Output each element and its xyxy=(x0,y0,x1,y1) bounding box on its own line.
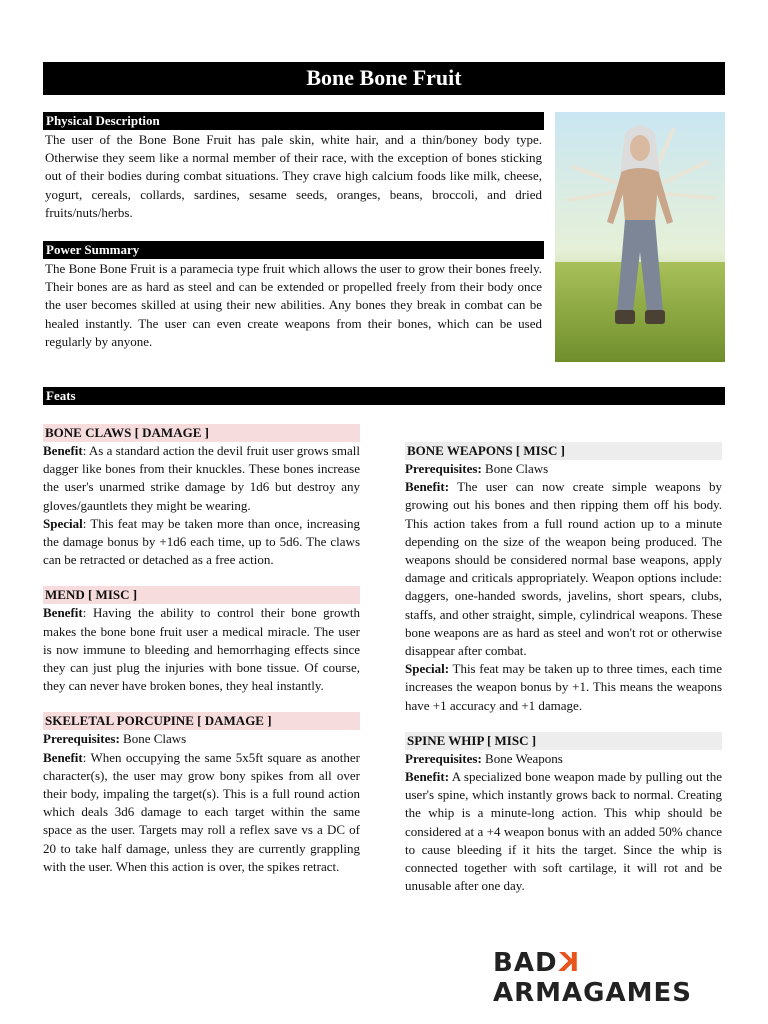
feat-line-separator: : xyxy=(82,443,89,458)
feat-line xyxy=(405,750,722,768)
feat-line xyxy=(43,730,360,748)
feat-line xyxy=(405,478,722,660)
feat-line-text: Bone Claws xyxy=(485,461,549,476)
feat-line xyxy=(405,768,722,895)
feat-line-text: A specialized bone weapon made by pulling out the user's spine, which instantly grows back to normal. Creating the whip is a minute-long action. This whip should be considered at a +4 weapon bonus with an added 50% chance to cause bleeding if it hits the target. Since the whip is connected together with soft cartilage, it will rot and be unusable after one day. xyxy=(405,769,722,894)
feat-line-text: Bone Weapons xyxy=(485,750,563,766)
logo-part-games: GAMES xyxy=(583,978,692,1008)
feat-block xyxy=(405,732,722,896)
feat-line xyxy=(405,660,722,715)
feat-line-label: Benefit xyxy=(43,605,83,621)
feat-line-text: When occupying the same 5x5ft square as another character(s), the user may grow bony spikes from all over their body, impaling the target(s). This is a full round action which deals 3d6 damage to each target within the same space as the user. Targets may roll a reflex save vs a DC of 20 to take half damage, unless they are currently grappling with the user. When this action is over, the spikes retract. xyxy=(43,749,360,874)
feat-block xyxy=(43,712,360,876)
feat-line-text: The user can now create simple weapons by growing out his bones and then ripping them off his body. This action takes from a full round action up to a minute depending on the size of the weapon being produced. The weapons should be considered normal base weapons, apply damage and criticals appropriately. Weapon options include: daggers, one-handed swords, javelins, short spears, clubs, staffs, and other straight, simple, cylindrical weapons. These bone weapons are as hard as steel and won't rot or otherwise disappear after combat. xyxy=(405,479,722,659)
feat-title: SPINE WHIP [ MISC ] xyxy=(405,732,722,750)
feat-title: BONE CLAWS [ DAMAGE ] xyxy=(43,424,360,442)
feat-line xyxy=(43,749,360,876)
feat-title: BONE WEAPONS [ MISC ] xyxy=(405,442,722,460)
feat-line-separator: : xyxy=(82,515,91,531)
character-illustration xyxy=(555,112,725,362)
feat-line-text: Having the ability to control their bone growth makes the bone bone fruit user a medical miracle. The user is now immune to bleeding and hemorrhaging effects since they can just plug the injuries with bone tissue. Of course, they can never have broken bones, they heal instantly. xyxy=(43,605,360,694)
feat-block xyxy=(43,586,360,695)
feat-line xyxy=(405,460,722,478)
feat-line-text: Bone Claws xyxy=(123,731,187,747)
feat-line-text: This feat may be taken more than once, increasing the damage bonus by +1d6 each time, up to 5d6. The claws can be retracted or detached as a free action. xyxy=(43,515,360,568)
badkarmagames-logo xyxy=(493,948,768,1008)
feat-line-label: Benefit: xyxy=(405,769,450,785)
logo-k-mirrored: K xyxy=(557,948,579,978)
feat-line-label: Prerequisites: xyxy=(405,461,482,476)
feat-line-label: Benefit: xyxy=(405,479,450,495)
feat-line xyxy=(43,442,360,515)
feat-line-label: Prerequisites: xyxy=(405,750,482,766)
feat-title: SKELETAL PORCUPINE [ DAMAGE ] xyxy=(43,712,360,730)
feat-line-separator: : xyxy=(82,749,91,765)
feat-line-label: Benefit xyxy=(43,443,83,458)
feat-line-separator xyxy=(449,479,457,494)
feat-line-label: Special xyxy=(43,515,83,531)
feat-line xyxy=(43,604,360,695)
feats-left-column xyxy=(43,424,360,893)
feat-line-separator: : xyxy=(82,605,94,621)
feat-line-text: As a standard action the devil fruit user grows small dagger like bones from their knuckles. These bones increase the user's unarmed strike damage by 1d6 but destroy any gloves/gauntlets they might be wearing. xyxy=(43,443,361,513)
feat-title: MEND [ MISC ] xyxy=(43,586,360,604)
feats-right-column xyxy=(405,442,722,912)
logo-part-bad: BAD xyxy=(493,948,558,978)
feat-block xyxy=(405,442,722,715)
power-summary-text: The Bone Bone Fruit is a paramecia type fruit which allows the user to grow their bones freely. Their bones are as hard as steel and can be extended or propelled freely from their body once the user becomes skilled at using their new abilities. Any bones they break in combat can be healed instantly. The user can even create weapons from their bones, which can be used regularly by anyone. xyxy=(45,261,542,349)
feat-line-label: Benefit xyxy=(43,749,83,765)
feat-line-label: Special: xyxy=(405,661,450,677)
feat-line-text: This feat may be taken up to three times, each time increases the weapon bonus by +1. This means the weapons have +1 accuracy and +1 damage. xyxy=(405,661,722,713)
page-title: Bone Bone Fruit xyxy=(43,62,725,95)
feat-line-label: Prerequisites: xyxy=(43,731,120,747)
feat-line xyxy=(43,515,360,570)
feats-heading: Feats xyxy=(43,387,725,405)
logo-part-arma: ARMA xyxy=(493,978,584,1008)
power-summary-heading: Power Summary xyxy=(43,241,544,259)
physical-description-text: The user of the Bone Bone Fruit has pale skin, white hair, and a thin/boney body type. Otherwise they seem like a normal member of their race, with the exception of bones sticking out of their bodies during combat situations. They crave high calcium foods like milk, cheese, yogurt, cereals, collards, sardines, sesame seeds, oranges, beans, broccoli, and dried fruits/nuts/herbs. xyxy=(45,132,542,220)
physical-description-heading: Physical Description xyxy=(43,112,544,130)
feat-block xyxy=(43,424,360,569)
